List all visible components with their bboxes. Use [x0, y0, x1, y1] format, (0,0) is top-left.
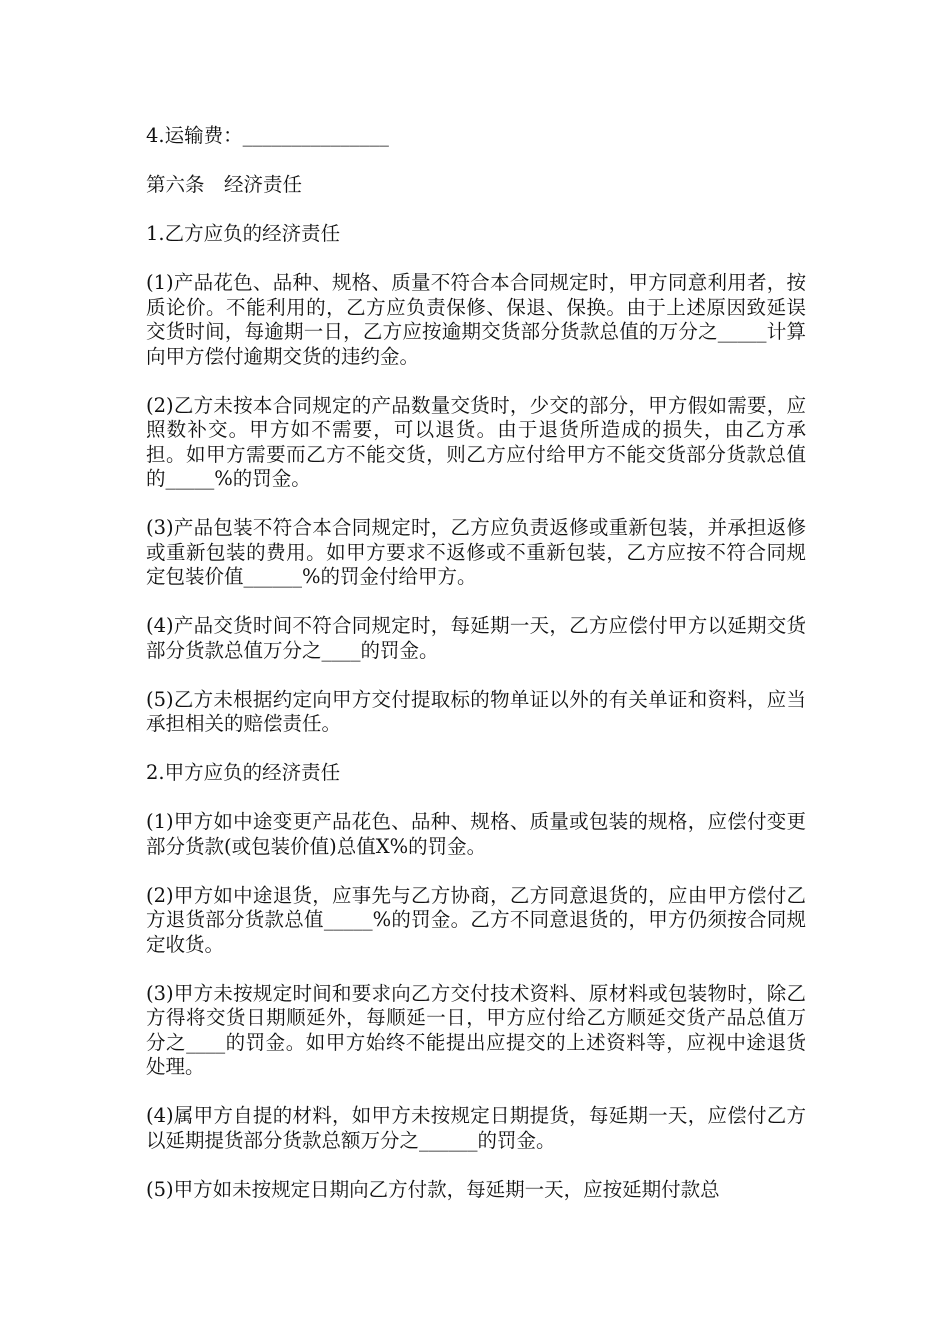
article-six-heading: 第六条 经济责任	[146, 173, 303, 196]
party-a-clause-3: (3)甲方未按规定时间和要求向乙方交付技术资料、原材料或包装物时，除乙方得将交货日期顺延外，每顺延一日，甲方应付给乙方顺延交货产品总值万分之____的罚金。如甲方始终不能提出应提交的上述资料等，应视中途退货处理。	[146, 981, 806, 1078]
party-a-clause-5: (5)甲方如未按规定日期向乙方付款，每延期一天，应按延期付款总	[146, 1177, 720, 1201]
party-b-clause-5: (5)乙方未根据约定向甲方交付提取标的物单证以外的有关单证和资料，应当承担相关的赔偿责任。	[146, 687, 806, 735]
party-a-clause-4: (4)属甲方自提的材料，如甲方未按规定日期提货，每延期一天，应偿付乙方以延期提货部分货款总额万分之______的罚金。	[146, 1104, 806, 1152]
transport-fee-line: 4.运输费：_______________	[146, 124, 389, 147]
party-a-liability-heading: 2.甲方应负的经济责任	[146, 761, 341, 784]
party-b-clause-2: (2)乙方未按本合同规定的产品数量交货时，少交的部分，甲方假如需要，应照数补交。甲方如不需要，可以退货。由于退货所造成的损失，由乙方承担。如甲方需要而乙方不能交货，则乙方应付给甲方不能交货部分货款总值的_____%的罚金。	[146, 393, 806, 490]
document-page	[146, 124, 806, 1227]
party-b-clause-3: (3)产品包装不符合本合同规定时，乙方应负责返修或重新包装，并承担返修或重新包装的费用。如甲方要求不返修或不重新包装，乙方应按不符合同规定包装价值______%的罚金付给甲方。	[146, 516, 806, 588]
party-a-clause-1: (1)甲方如中途变更产品花色、品种、规格、质量或包装的规格，应偿付变更部分货款(或包装价值)总值X%的罚金。	[146, 810, 806, 858]
party-b-clause-4: (4)产品交货时间不符合同规定时，每延期一天，乙方应偿付甲方以延期交货部分货款总值万分之____的罚金。	[146, 614, 806, 662]
party-a-clause-2: (2)甲方如中途退货，应事先与乙方协商，乙方同意退货的，应由甲方偿付乙方退货部分货款总值_____%的罚金。乙方不同意退货的，甲方仍须按合同规定收货。	[146, 883, 806, 956]
party-b-clause-1: (1)产品花色、品种、规格、质量不符合本合同规定时，甲方同意利用者，按质论价。不能利用的，乙方应负责保修、保退、保换。由于上述原因致延误交货时间，每逾期一日，乙方应按逾期交货部分货款总值的万分之_____计算向甲方偿付逾期交货的违约金。	[146, 271, 806, 368]
party-b-liability-heading: 1.乙方应负的经济责任	[146, 222, 341, 245]
